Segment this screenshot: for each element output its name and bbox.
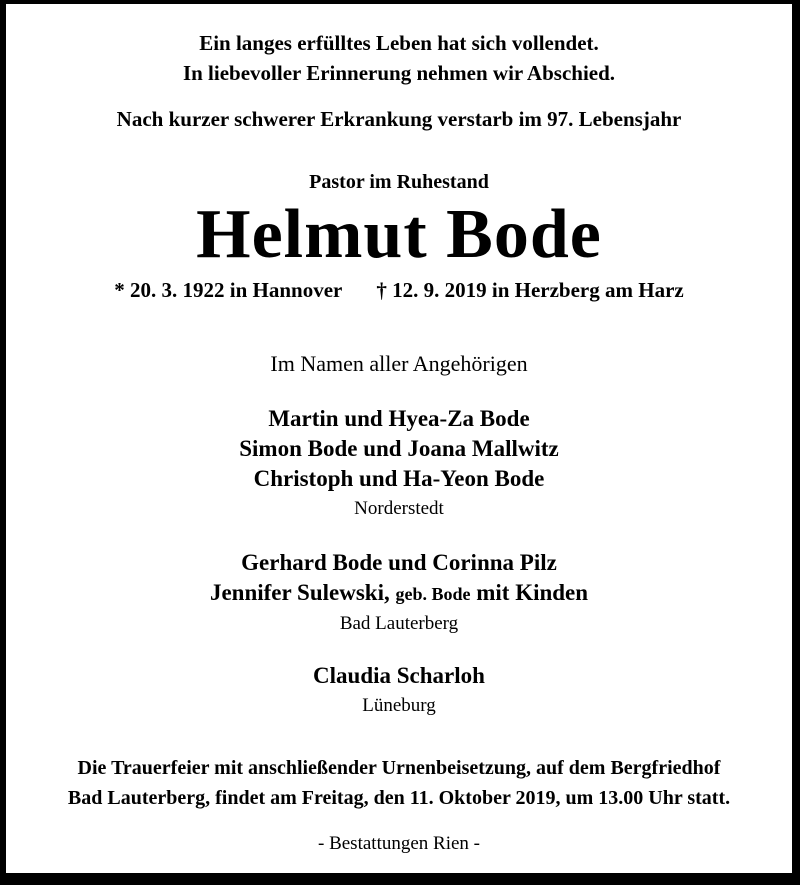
birth-date: * 20. 3. 1922 in Hannover — [114, 278, 343, 302]
family-group-bad-lauterberg — [6, 548, 792, 637]
intro-line-2: In liebevoller Erinnerung nehmen wir Abschied. — [182, 61, 616, 85]
mourner-name-birthname: geb. Bode — [395, 584, 471, 604]
mourner-city: Lüneburg — [362, 695, 436, 716]
family-group-lueneburg — [6, 661, 792, 719]
intro-text — [6, 28, 792, 88]
life-dates — [6, 276, 792, 304]
mourner-city: Bad Lauterberg — [339, 613, 459, 634]
deceased-name: Helmut Bode — [196, 196, 602, 273]
mourner-city: Norderstedt — [354, 498, 444, 519]
death-date: † 12. 9. 2019 in Herzberg am Harz — [376, 278, 684, 302]
funeral-details — [6, 753, 792, 813]
mourner-name-tail: mit Kinden — [476, 580, 589, 605]
mourner-name: Claudia Scharloh — [313, 663, 485, 688]
intro-line-1: Ein langes erfülltes Leben hat sich vollendet. — [199, 31, 599, 55]
mourner-name-mixed — [6, 578, 792, 609]
deceased-role: Pastor im Ruhestand — [309, 171, 489, 193]
family-group-norderstedt — [6, 404, 792, 522]
mourner-name-lead: Jennifer Sulewski, — [209, 580, 390, 605]
mourner-name: Simon Bode und Joana Mallwitz — [239, 436, 559, 461]
funeral-line-2: Bad Lauterberg, findet am Freitag, den 11. Oktober 2019, um 13.00 Uhr statt. — [67, 787, 731, 809]
mourner-name: Christoph und Ha-Yeon Bode — [253, 466, 545, 491]
death-announcement: Nach kurzer schwerer Erkrankung verstarb im 97. Lebensjahr — [116, 107, 682, 131]
on-behalf-text: Im Namen aller Angehörigen — [270, 351, 528, 376]
undertaker-name: - Bestattungen Rien - — [318, 833, 480, 854]
mourner-name: Martin und Hyea-Za Bode — [268, 406, 530, 431]
mourner-name: Gerhard Bode und Corinna Pilz — [241, 550, 557, 575]
funeral-line-1: Die Trauerfeier mit anschließender Urnenbeisetzung, auf dem Bergfriedhof — [77, 757, 721, 779]
